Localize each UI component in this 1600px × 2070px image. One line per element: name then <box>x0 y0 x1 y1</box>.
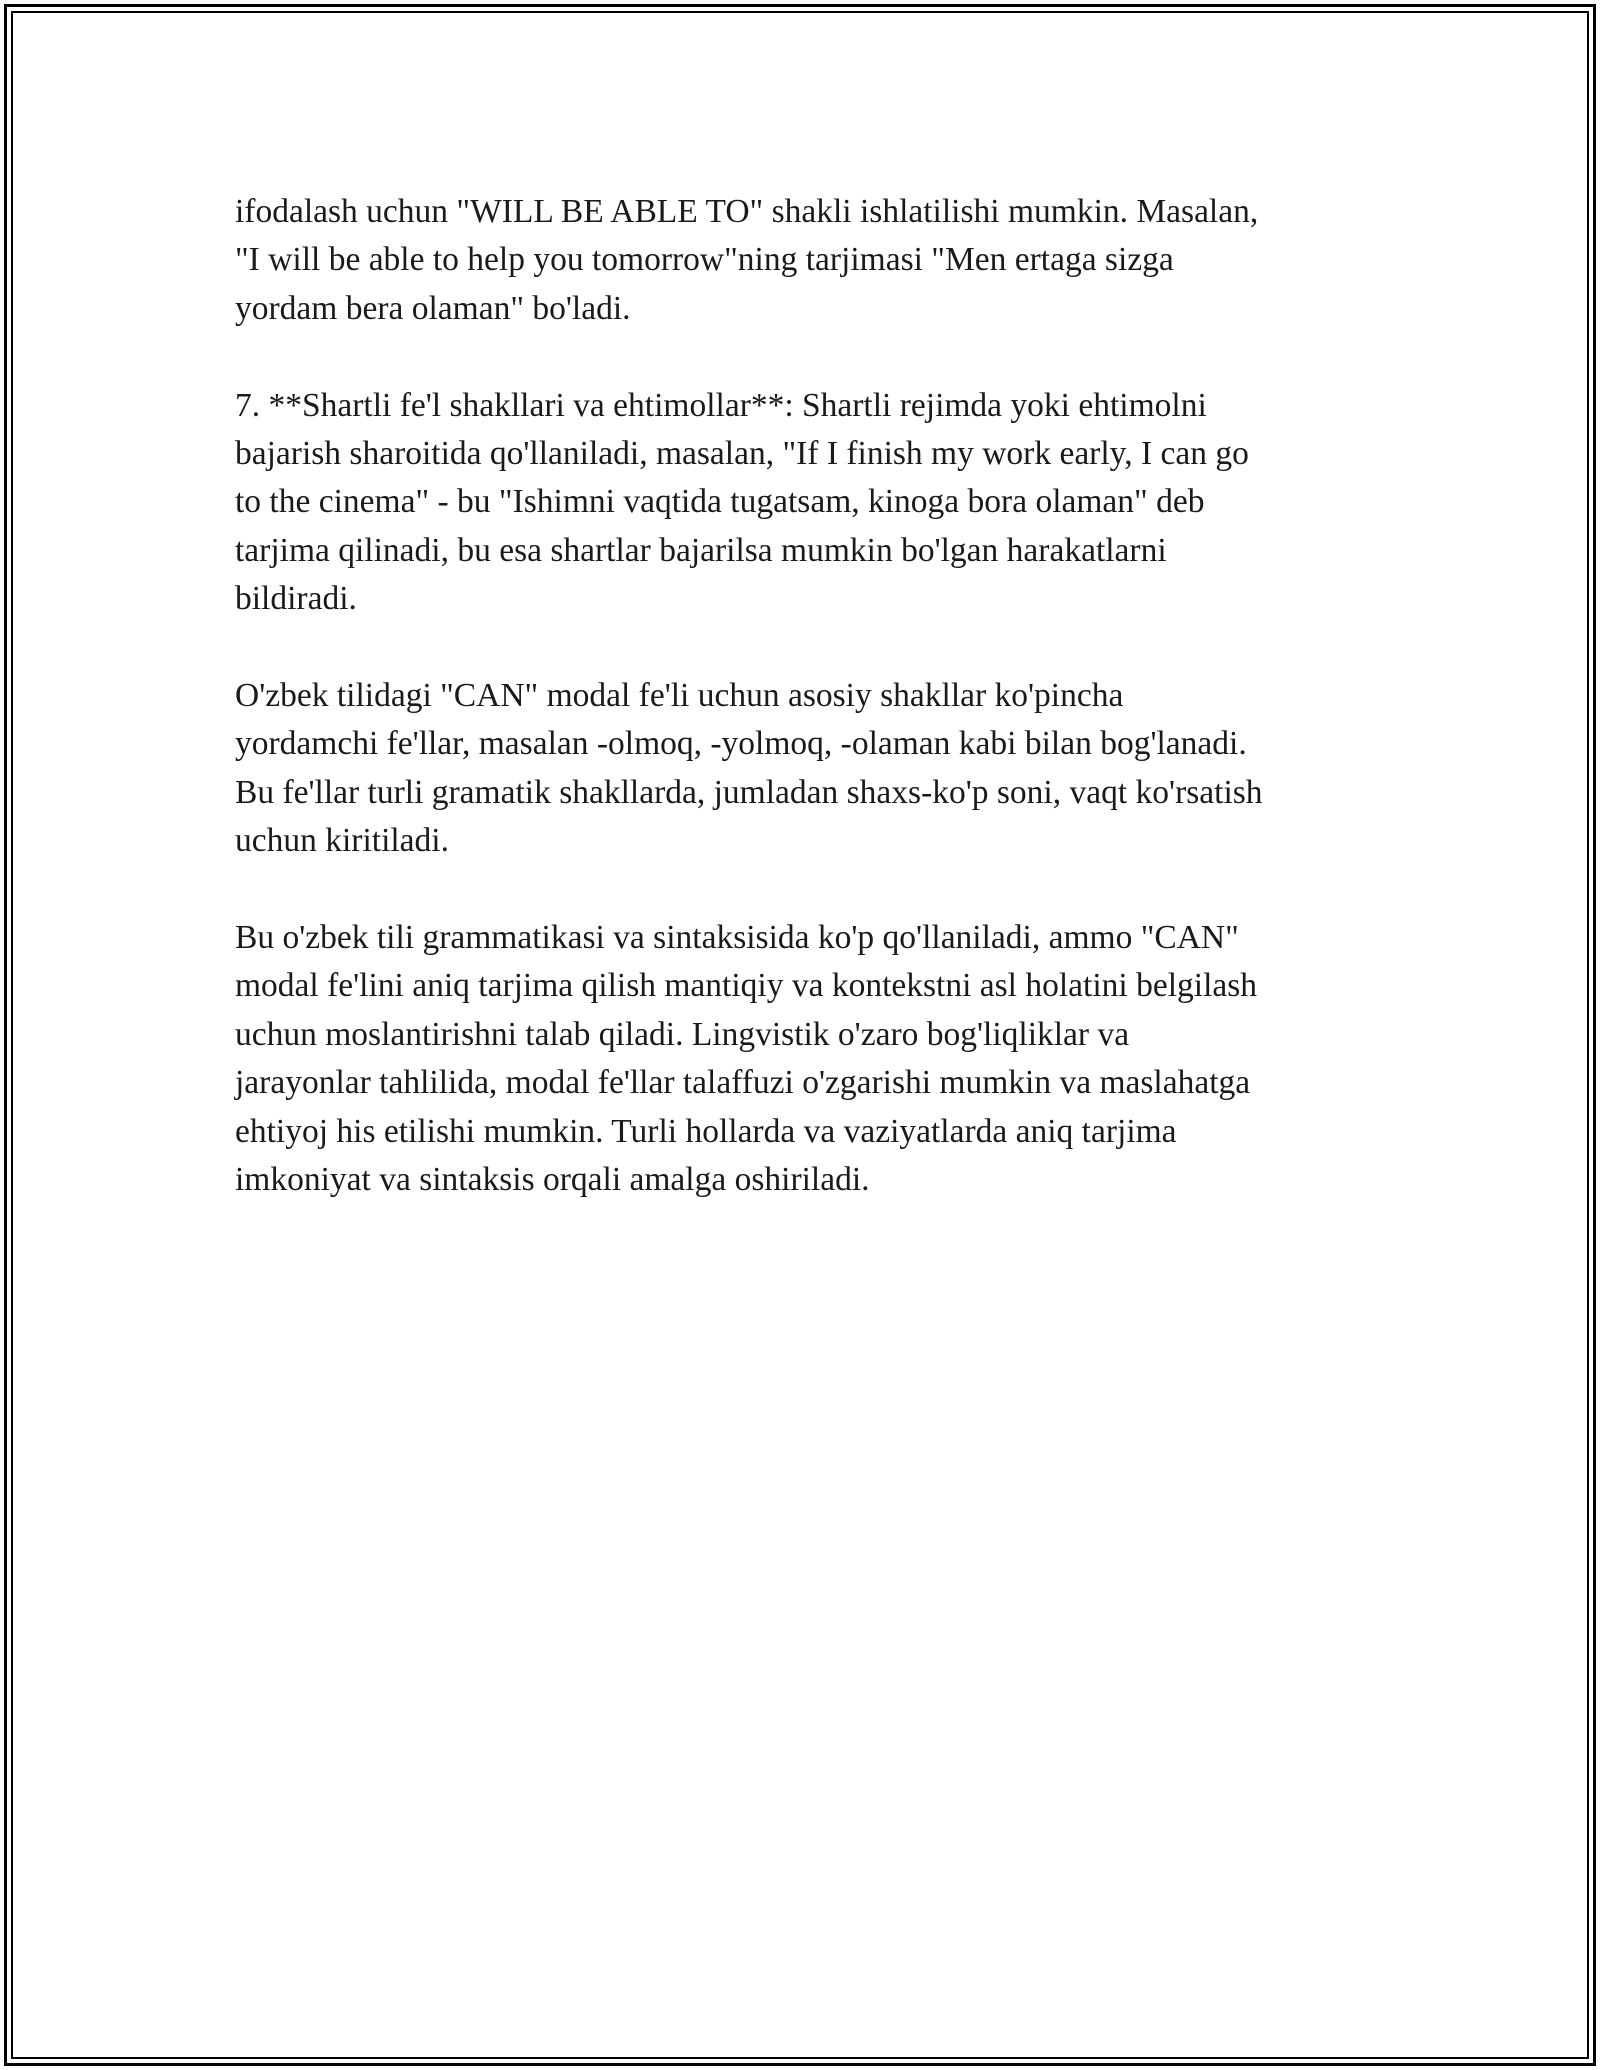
document-body <box>235 188 1375 1253</box>
paragraph-grammar-summary: Bu o'zbek tili grammatikasi va sintaksisida ko'p qo'llaniladi, ammo "CAN" modal fe'lini aniq tarjima qilish mantiqiy va kontekstni asl holatini belgilash uchun moslantirishni talab qiladi. Lingvistik o'zaro bog'liqliklar va jarayonlar tahlilida, modal fe'llar talaffuzi o'zgarishi mumkin va maslahatga ehtiyoj his etilishi mumkin. Turli hollarda va vaziyatlarda aniq tarjima imkoniyat va sintaksis orqali amalga oshiriladi. <box>235 919 1258 1199</box>
paragraph-conditional-forms: 7. **Shartli fe'l shakllari va ehtimollar**: Shartli rejimda yoki ehtimolni bajarish sharoitida qo'llaniladi, masalan, "If I finish my work early, I can go to the cinema" - bu "Ishimni vaqtida tugatsam, kinoga bora olaman" deb tarjima qilinadi, bu esa shartlar bajarilsa mumkin bo'lgan harakatlarni bildiradi. <box>235 386 1249 618</box>
paragraph-uzbek-can-forms: O'zbek tilidagi "CAN" modal fe'li uchun asosiy shakllar ko'pincha yordamchi fe'llar, masalan -olmoq, -yolmoq, -olaman kabi bilan bog'lanadi. Bu fe'llar turli gramatik shakllarda, jumladan shaxs-ko'p soni, vaqt ko'rsatish uchun kiritiladi. <box>235 677 1263 860</box>
paragraph-able-to: ifodalash uchun "WILL BE ABLE TO" shakli ishlatilishi mumkin. Masalan, "I will be able to help you tomorrow"ning tarjimasi "Men ertaga sizga yordam bera olaman" bo'ladi. <box>235 193 1259 327</box>
